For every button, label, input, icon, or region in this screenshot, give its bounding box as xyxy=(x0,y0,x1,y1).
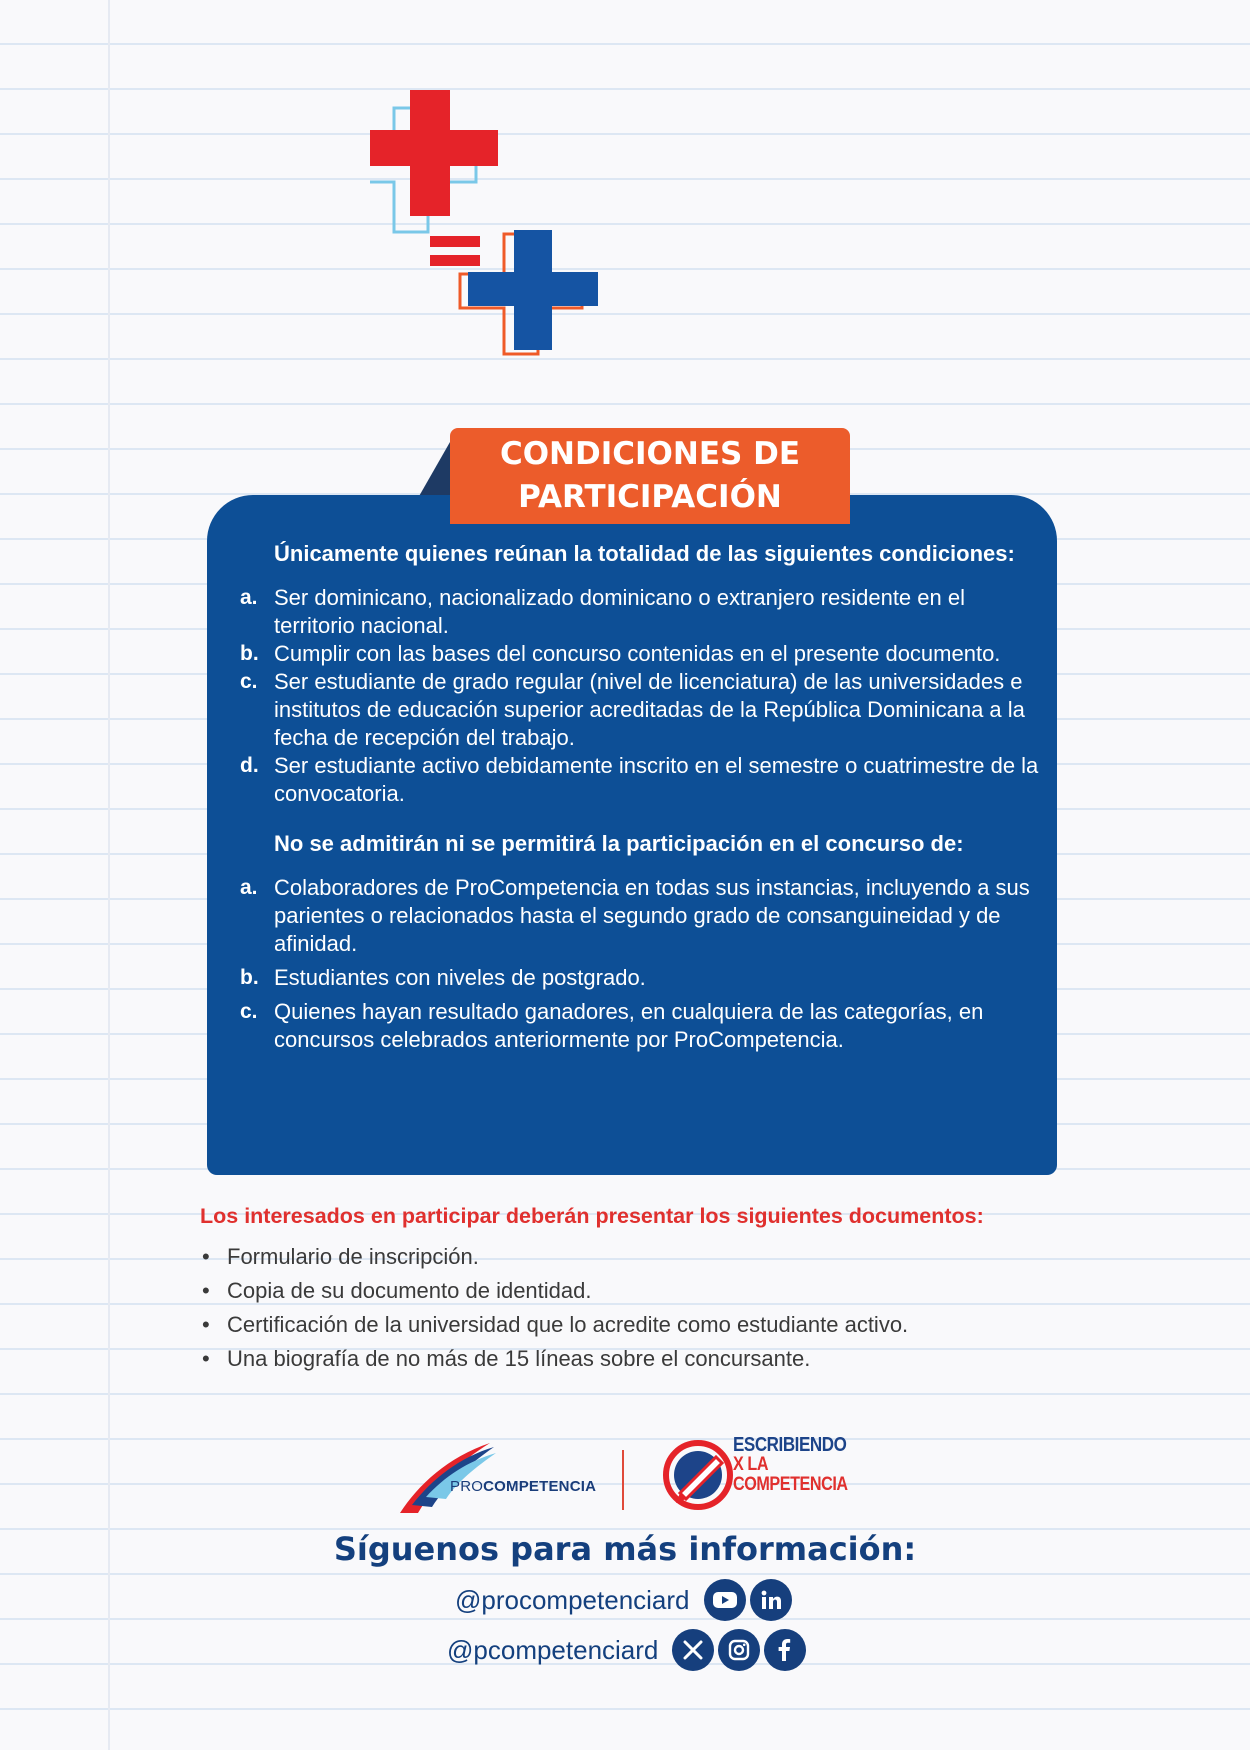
list-item: • Certificación de la universidad que lo acredite como estudiante activo. xyxy=(200,1308,1100,1342)
social-handle-2[interactable]: @pcompetenciard xyxy=(447,1634,659,1665)
list-marker: a. xyxy=(240,876,258,899)
linkedin-icon[interactable] xyxy=(750,1579,792,1621)
list-item xyxy=(240,668,1040,752)
list-item: • Una biografía de no más de 15 líneas sobre el concursante. xyxy=(200,1342,1100,1376)
follow-heading: Síguenos para más información: xyxy=(333,1530,917,1568)
instagram-icon[interactable] xyxy=(718,1629,760,1671)
list-marker: b. xyxy=(240,642,259,665)
list-item-text: Ser estudiante activo debidamente inscrito en el semestre o cuatrimestre de la convocatoria. xyxy=(274,753,1039,806)
list-item xyxy=(240,640,1040,668)
procompetencia-swoosh-icon xyxy=(398,1435,598,1515)
list-item xyxy=(240,752,1040,808)
social-row-1 xyxy=(455,1578,796,1622)
social-row-2 xyxy=(447,1628,810,1672)
logo-word-educacion: EDUCACIÓN xyxy=(470,174,758,223)
exclusion-heading: No se admitirán ni se permitirá la participación en el concurso de: xyxy=(274,831,964,856)
campaign-logo xyxy=(370,90,970,370)
facebook-icon[interactable] xyxy=(764,1629,806,1671)
procompetencia-logo xyxy=(398,1435,598,1515)
escribiendo-wordmark xyxy=(733,1435,848,1495)
list-item-text: Cumplir con las bases del concurso contenidas en el presente documento. xyxy=(274,641,1001,666)
list-marker: a. xyxy=(240,586,258,609)
list-item xyxy=(240,998,1040,1054)
notebook-margin-line xyxy=(108,0,110,1750)
pc-text-pro: PRO xyxy=(450,1478,484,1495)
procompetencia-wordmark xyxy=(450,1478,596,1495)
list-item-text: Quienes hayan resultado ganadores, en cualquiera de las categorías, en concursos celebrados anteriormente por ProCompetencia. xyxy=(274,999,984,1052)
list-item xyxy=(240,874,1040,958)
conditions-content xyxy=(240,540,1040,1054)
list-item-text: Ser dominicano, nacionalizado dominicano o extranjero residente en el territorio nacional. xyxy=(274,585,965,638)
eligibility-heading: Únicamente quienes reúnan la totalidad de las siguientes condiciones: xyxy=(274,541,1015,566)
list-marker: b. xyxy=(240,966,259,989)
list-marker: d. xyxy=(240,754,259,777)
list-item-text: Estudiantes con niveles de postgrado. xyxy=(274,965,646,990)
exclusion-list xyxy=(240,874,1040,1054)
list-marker: c. xyxy=(240,670,258,693)
list-item xyxy=(240,964,1040,992)
youtube-icon[interactable] xyxy=(704,1579,746,1621)
list-item xyxy=(240,584,1040,640)
escribiendo-line2: X LA COMPETENCIA xyxy=(733,1454,848,1495)
documents-title: Los interesados en participar deberán presentar los siguientes documentos: xyxy=(200,1204,984,1228)
list-item: • Copia de su documento de identidad. xyxy=(200,1274,1100,1308)
partner-logos xyxy=(398,1425,868,1525)
list-item-text: Ser estudiante de grado regular (nivel de licenciatura) de las universidades e institutos de educación superior acreditadas de la República Dominicana a la fecha de recepción del trabajo. xyxy=(274,669,1025,750)
pc-text-competencia: COMPETENCIA xyxy=(483,1478,597,1495)
logo-word-libre: LIBRE xyxy=(565,228,703,276)
conditions-title-line2: PARTICIPACIÓN xyxy=(518,479,782,515)
escribiendo-line1: ESCRIBIENDO xyxy=(733,1434,847,1456)
social-handle-1[interactable]: @procompetenciard xyxy=(455,1584,690,1615)
logo-word-competencia: COMPETENCIA xyxy=(605,280,948,328)
required-documents xyxy=(200,1202,1100,1376)
documents-list xyxy=(200,1240,1100,1376)
conditions-title-line1: CONDICIONES DE xyxy=(499,436,801,472)
logo-divider xyxy=(622,1450,624,1510)
conditions-title-tab xyxy=(450,428,850,524)
eligibility-list xyxy=(240,584,1040,808)
x-icon[interactable] xyxy=(672,1629,714,1671)
list-item: • Formulario de inscripción. xyxy=(200,1240,1100,1274)
list-item-text: Colaboradores de ProCompetencia en todas sus instancias, incluyendo a sus parientes o relacionados hasta el segundo grado de consanguineidad y de afinidad. xyxy=(274,875,1030,956)
list-marker: c. xyxy=(240,1000,258,1023)
